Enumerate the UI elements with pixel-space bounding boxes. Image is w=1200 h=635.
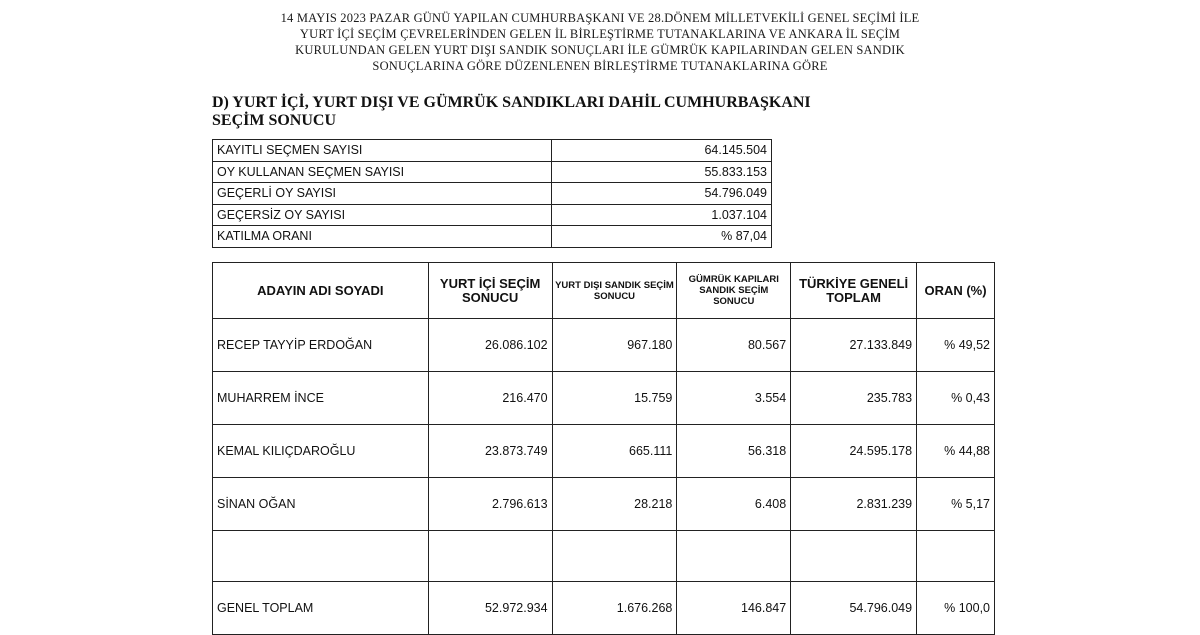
- summary-label: KATILMA ORANI: [213, 226, 552, 248]
- customs-votes: 6.408: [677, 478, 791, 531]
- empty-cell: [917, 531, 995, 582]
- header-ratio: ORAN (%): [917, 263, 995, 319]
- section-title-line: SEÇİM SONUCU: [212, 112, 337, 129]
- candidate-name: MUHARREM İNCE: [213, 372, 429, 425]
- header-line: YURT İÇİ SEÇİM ÇEVRELERİNDEN GELEN İL BİRLEŞTİRME TUTANAKLARINA VE ANKARA İL SEÇİM: [299, 27, 901, 41]
- candidate-name: SİNAN OĞAN: [213, 478, 429, 531]
- grand-total-ratio: % 100,0: [917, 582, 995, 635]
- domestic-votes: 23.873.749: [428, 425, 552, 478]
- header-domestic: YURT İÇİ SEÇİM SONUCU: [428, 263, 552, 319]
- domestic-votes: 216.470: [428, 372, 552, 425]
- vote-ratio: % 49,52: [917, 319, 995, 372]
- section-title: [212, 94, 912, 130]
- summary-label: GEÇERLİ OY SAYISI: [213, 183, 552, 205]
- domestic-votes: 26.086.102: [428, 319, 552, 372]
- header-line: SONUÇLARINA GÖRE DÜZENLENEN BİRLEŞTİRME TUTANAKLARINA GÖRE: [372, 59, 828, 73]
- empty-cell: [428, 531, 552, 582]
- summary-label: GEÇERSİZ OY SAYISI: [213, 204, 552, 226]
- customs-votes: 56.318: [677, 425, 791, 478]
- header-total: TÜRKİYE GENELİ TOPLAM: [791, 263, 917, 319]
- candidate-name: KEMAL KILIÇDAROĞLU: [213, 425, 429, 478]
- summary-value: 1.037.104: [552, 204, 772, 226]
- empty-cell: [677, 531, 791, 582]
- summary-value: 64.145.504: [552, 140, 772, 162]
- abroad-votes: 28.218: [552, 478, 677, 531]
- summary-value: 54.796.049: [552, 183, 772, 205]
- total-votes: 2.831.239: [791, 478, 917, 531]
- abroad-votes: 15.759: [552, 372, 677, 425]
- vote-ratio: % 0,43: [917, 372, 995, 425]
- header-line: 14 MAYIS 2023 PAZAR GÜNÜ YAPILAN CUMHURBAŞKANI VE 28.DÖNEM MİLLETVEKİLİ GENEL SEÇİMİ İLE: [280, 11, 920, 25]
- summary-row: [213, 204, 772, 226]
- grand-total-total: 54.796.049: [791, 582, 917, 635]
- total-votes: 235.783: [791, 372, 917, 425]
- summary-row: [213, 226, 772, 248]
- grand-total-domestic: 52.972.934: [428, 582, 552, 635]
- grand-total-label: GENEL TOPLAM: [213, 582, 429, 635]
- empty-cell: [791, 531, 917, 582]
- abroad-votes: 665.111: [552, 425, 677, 478]
- header-abroad: YURT DIŞI SANDIK SEÇİM SONUCU: [552, 263, 677, 319]
- customs-votes: 3.554: [677, 372, 791, 425]
- summary-value: % 87,04: [552, 226, 772, 248]
- summary-row: [213, 183, 772, 205]
- document-header: [170, 10, 1030, 74]
- vote-ratio: % 44,88: [917, 425, 995, 478]
- table-row: [213, 372, 995, 425]
- domestic-votes: 2.796.613: [428, 478, 552, 531]
- grand-total-abroad: 1.676.268: [552, 582, 677, 635]
- grand-total-row: [213, 582, 995, 635]
- table-row: [213, 478, 995, 531]
- summary-label: OY KULLANAN SEÇMEN SAYISI: [213, 161, 552, 183]
- summary-row: [213, 140, 772, 162]
- total-votes: 24.595.178: [791, 425, 917, 478]
- header-line: KURULUNDAN GELEN YURT DIŞI SANDIK SONUÇLARI İLE GÜMRÜK KAPILARINDAN GELEN SANDIK: [295, 43, 905, 57]
- empty-cell: [552, 531, 677, 582]
- vote-ratio: % 5,17: [917, 478, 995, 531]
- abroad-votes: 967.180: [552, 319, 677, 372]
- summary-label: KAYITLI SEÇMEN SAYISI: [213, 140, 552, 162]
- results-table: [212, 262, 995, 635]
- grand-total-customs: 146.847: [677, 582, 791, 635]
- header-candidate-name: ADAYIN ADI SOYADI: [213, 263, 429, 319]
- customs-votes: 80.567: [677, 319, 791, 372]
- table-row: [213, 319, 995, 372]
- total-votes: 27.133.849: [791, 319, 917, 372]
- header-customs: GÜMRÜK KAPILARI SANDIK SEÇİM SONUCU: [677, 263, 791, 319]
- section-title-line: D) YURT İÇİ, YURT DIŞI VE GÜMRÜK SANDIKLARI DAHİL CUMHURBAŞKANI: [212, 94, 811, 111]
- table-row: [213, 425, 995, 478]
- summary-value: 55.833.153: [552, 161, 772, 183]
- empty-cell: [213, 531, 429, 582]
- results-header-row: [213, 263, 995, 319]
- summary-row: [213, 161, 772, 183]
- summary-table: [212, 139, 772, 248]
- candidate-name: RECEP TAYYİP ERDOĞAN: [213, 319, 429, 372]
- empty-row: [213, 531, 995, 582]
